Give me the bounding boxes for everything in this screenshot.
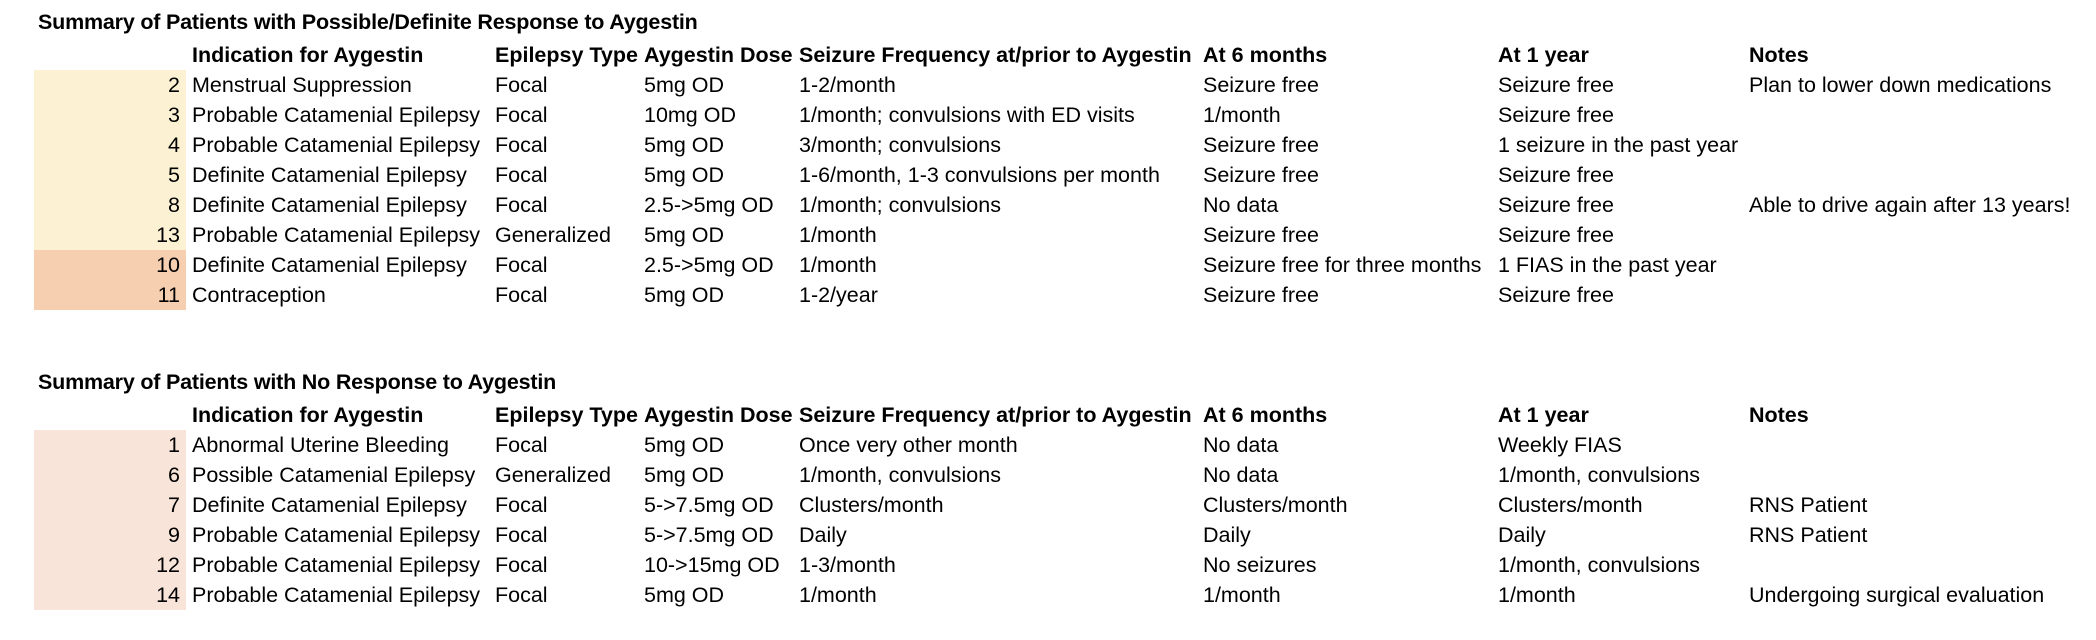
notes-cell bbox=[1743, 100, 2073, 130]
epilepsy-type-cell: Focal bbox=[495, 283, 548, 307]
table-row bbox=[34, 130, 2073, 160]
notes-cell: Undergoing surgical evaluation bbox=[1748, 583, 2045, 607]
epilepsy-type-cell: Focal bbox=[495, 493, 548, 517]
seizure-frequency-cell: 1-6/month, 1-3 convulsions per month bbox=[798, 163, 1160, 187]
id-header bbox=[34, 40, 186, 70]
indication-cell: Probable Catamenial Epilepsy bbox=[192, 223, 481, 247]
indication-cell: Contraception bbox=[192, 283, 326, 307]
one-year-cell: 1 seizure in the past year bbox=[1497, 133, 1739, 157]
epilepsy-type-header: Epilepsy Type bbox=[495, 43, 638, 67]
notes-cell bbox=[1743, 430, 2073, 460]
seizure-frequency-cell: 1/month bbox=[798, 253, 877, 277]
epilepsy-type-cell: Focal bbox=[495, 193, 548, 217]
dose-cell: 2.5->5mg OD bbox=[643, 193, 774, 217]
id-cell: 9 bbox=[34, 520, 186, 550]
seizure-frequency-cell: 1/month, convulsions bbox=[798, 463, 1001, 487]
six-month-cell: No seizures bbox=[1202, 553, 1317, 577]
notes-cell bbox=[1743, 130, 2073, 160]
notes-header: Notes bbox=[1748, 43, 1809, 67]
epilepsy-type-cell: Focal bbox=[495, 253, 548, 277]
indication-cell: Definite Catamenial Epilepsy bbox=[192, 493, 467, 517]
six-month-cell: 1/month bbox=[1202, 583, 1281, 607]
epilepsy-type-cell: Focal bbox=[495, 583, 548, 607]
one-year-header: At 1 year bbox=[1497, 403, 1589, 427]
epilepsy-type-cell: Focal bbox=[495, 103, 548, 127]
seizure-frequency-cell: 1/month bbox=[798, 583, 877, 607]
seizure-frequency-cell: 1-2/month bbox=[798, 73, 896, 97]
header-row bbox=[34, 400, 2073, 430]
indication-cell: Abnormal Uterine Bleeding bbox=[192, 433, 449, 457]
one-year-cell: Seizure free bbox=[1497, 103, 1614, 127]
one-year-cell: Seizure free bbox=[1497, 73, 1614, 97]
epilepsy-type-cell: Generalized bbox=[495, 223, 611, 247]
six-month-cell: Seizure free bbox=[1202, 133, 1319, 157]
header-row bbox=[34, 40, 2073, 70]
notes-cell bbox=[1743, 460, 2073, 490]
six-month-header: At 6 months bbox=[1202, 43, 1328, 67]
seizure-frequency-cell: Daily bbox=[798, 523, 847, 547]
one-year-cell: Seizure free bbox=[1497, 163, 1614, 187]
dose-cell: 5mg OD bbox=[643, 583, 725, 607]
table-row bbox=[34, 100, 2073, 130]
no-response-table bbox=[34, 400, 2073, 610]
table-row bbox=[34, 430, 2073, 460]
indication-cell: Menstrual Suppression bbox=[192, 73, 412, 97]
id-cell: 3 bbox=[34, 100, 186, 130]
id-cell: 8 bbox=[34, 190, 186, 220]
epilepsy-type-cell: Focal bbox=[495, 523, 548, 547]
seizure-frequency-cell: 1-3/month bbox=[798, 553, 896, 577]
one-year-cell: 1/month, convulsions bbox=[1497, 463, 1700, 487]
indication-cell: Probable Catamenial Epilepsy bbox=[192, 103, 481, 127]
indication-cell: Probable Catamenial Epilepsy bbox=[192, 583, 481, 607]
seizure-frequency-header: Seizure Frequency at/prior to Aygestin bbox=[798, 43, 1192, 67]
six-month-cell: No data bbox=[1202, 463, 1279, 487]
six-month-header: At 6 months bbox=[1202, 403, 1328, 427]
six-month-cell: Seizure free bbox=[1202, 223, 1319, 247]
notes-cell: Able to drive again after 13 years! bbox=[1748, 193, 2071, 217]
dose-cell: 5mg OD bbox=[643, 433, 725, 457]
table-row bbox=[34, 250, 2073, 280]
one-year-cell: Seizure free bbox=[1497, 223, 1614, 247]
seizure-frequency-cell: 1/month bbox=[798, 223, 877, 247]
table-row bbox=[34, 220, 2073, 250]
table-row bbox=[34, 160, 2073, 190]
table-row bbox=[34, 520, 2073, 550]
epilepsy-type-cell: Focal bbox=[495, 73, 548, 97]
dose-cell: 5->7.5mg OD bbox=[643, 523, 774, 547]
six-month-cell: Clusters/month bbox=[1202, 493, 1348, 517]
id-cell: 4 bbox=[34, 130, 186, 160]
one-year-cell: Clusters/month bbox=[1497, 493, 1643, 517]
response-table bbox=[34, 40, 2073, 310]
dose-cell: 5mg OD bbox=[643, 283, 725, 307]
table-row bbox=[34, 190, 2073, 220]
dose-cell: 5mg OD bbox=[643, 223, 725, 247]
six-month-cell: Daily bbox=[1202, 523, 1251, 547]
indication-cell: Possible Catamenial Epilepsy bbox=[192, 463, 476, 487]
seizure-frequency-cell: 1/month; convulsions bbox=[798, 193, 1001, 217]
seizure-frequency-cell: Once very other month bbox=[798, 433, 1018, 457]
one-year-header: At 1 year bbox=[1497, 43, 1589, 67]
seizure-frequency-cell: 1/month; convulsions with ED visits bbox=[798, 103, 1135, 127]
epilepsy-type-cell: Generalized bbox=[495, 463, 611, 487]
epilepsy-type-header: Epilepsy Type bbox=[495, 403, 638, 427]
seizure-frequency-cell: 1-2/year bbox=[798, 283, 878, 307]
seizure-frequency-cell: Clusters/month bbox=[798, 493, 944, 517]
notes-header: Notes bbox=[1748, 403, 1809, 427]
epilepsy-type-cell: Focal bbox=[495, 433, 548, 457]
dose-header: Aygestin Dose bbox=[643, 403, 793, 427]
notes-cell: RNS Patient bbox=[1748, 493, 1868, 517]
one-year-cell: 1/month, convulsions bbox=[1497, 553, 1700, 577]
indication-cell: Probable Catamenial Epilepsy bbox=[192, 133, 481, 157]
notes-cell bbox=[1743, 250, 2073, 280]
one-year-cell: 1 FIAS in the past year bbox=[1497, 253, 1717, 277]
six-month-cell: 1/month bbox=[1202, 103, 1281, 127]
dose-header: Aygestin Dose bbox=[643, 43, 793, 67]
six-month-cell: Seizure free bbox=[1202, 73, 1319, 97]
section2-title: Summary of Patients with No Response to Aygestin bbox=[38, 370, 557, 394]
id-cell: 14 bbox=[34, 580, 186, 610]
notes-cell bbox=[1743, 220, 2073, 250]
section1-title: Summary of Patients with Possible/Definite Response to Aygestin bbox=[38, 10, 698, 34]
dose-cell: 5mg OD bbox=[643, 163, 725, 187]
id-cell: 6 bbox=[34, 460, 186, 490]
id-header bbox=[34, 400, 186, 430]
indication-cell: Probable Catamenial Epilepsy bbox=[192, 553, 481, 577]
indication-cell: Probable Catamenial Epilepsy bbox=[192, 523, 481, 547]
indication-cell: Definite Catamenial Epilepsy bbox=[192, 163, 467, 187]
notes-cell bbox=[1743, 160, 2073, 190]
seizure-frequency-header: Seizure Frequency at/prior to Aygestin bbox=[798, 403, 1192, 427]
six-month-cell: No data bbox=[1202, 433, 1279, 457]
notes-cell bbox=[1743, 550, 2073, 580]
indication-cell: Definite Catamenial Epilepsy bbox=[192, 253, 467, 277]
table-row bbox=[34, 280, 2073, 310]
id-cell: 13 bbox=[34, 220, 186, 250]
id-cell: 7 bbox=[34, 490, 186, 520]
table-row bbox=[34, 550, 2073, 580]
epilepsy-type-cell: Focal bbox=[495, 553, 548, 577]
table-row bbox=[34, 490, 2073, 520]
seizure-frequency-cell: 3/month; convulsions bbox=[798, 133, 1001, 157]
id-cell: 11 bbox=[34, 280, 186, 310]
dose-cell: 2.5->5mg OD bbox=[643, 253, 774, 277]
indication-header: Indication for Aygestin bbox=[192, 403, 424, 427]
dose-cell: 5mg OD bbox=[643, 133, 725, 157]
six-month-cell: Seizure free bbox=[1202, 163, 1319, 187]
dose-cell: 10mg OD bbox=[643, 103, 736, 127]
dose-cell: 5mg OD bbox=[643, 73, 725, 97]
dose-cell: 5mg OD bbox=[643, 463, 725, 487]
one-year-cell: 1/month bbox=[1497, 583, 1576, 607]
notes-cell: RNS Patient bbox=[1748, 523, 1868, 547]
indication-cell: Definite Catamenial Epilepsy bbox=[192, 193, 467, 217]
one-year-cell: Daily bbox=[1497, 523, 1546, 547]
table-row bbox=[34, 70, 2073, 100]
epilepsy-type-cell: Focal bbox=[495, 133, 548, 157]
dose-cell: 10->15mg OD bbox=[643, 553, 780, 577]
table-row bbox=[34, 580, 2073, 610]
six-month-cell: Seizure free for three months bbox=[1202, 253, 1482, 277]
notes-cell bbox=[1743, 280, 2073, 310]
dose-cell: 5->7.5mg OD bbox=[643, 493, 774, 517]
indication-header: Indication for Aygestin bbox=[192, 43, 424, 67]
id-cell: 5 bbox=[34, 160, 186, 190]
six-month-cell: No data bbox=[1202, 193, 1279, 217]
epilepsy-type-cell: Focal bbox=[495, 163, 548, 187]
one-year-cell: Seizure free bbox=[1497, 283, 1614, 307]
id-cell: 12 bbox=[34, 550, 186, 580]
id-cell: 2 bbox=[34, 70, 186, 100]
one-year-cell: Weekly FIAS bbox=[1497, 433, 1622, 457]
id-cell: 10 bbox=[34, 250, 186, 280]
table-row bbox=[34, 460, 2073, 490]
six-month-cell: Seizure free bbox=[1202, 283, 1319, 307]
one-year-cell: Seizure free bbox=[1497, 193, 1614, 217]
id-cell: 1 bbox=[34, 430, 186, 460]
notes-cell: Plan to lower down medications bbox=[1748, 73, 2052, 97]
